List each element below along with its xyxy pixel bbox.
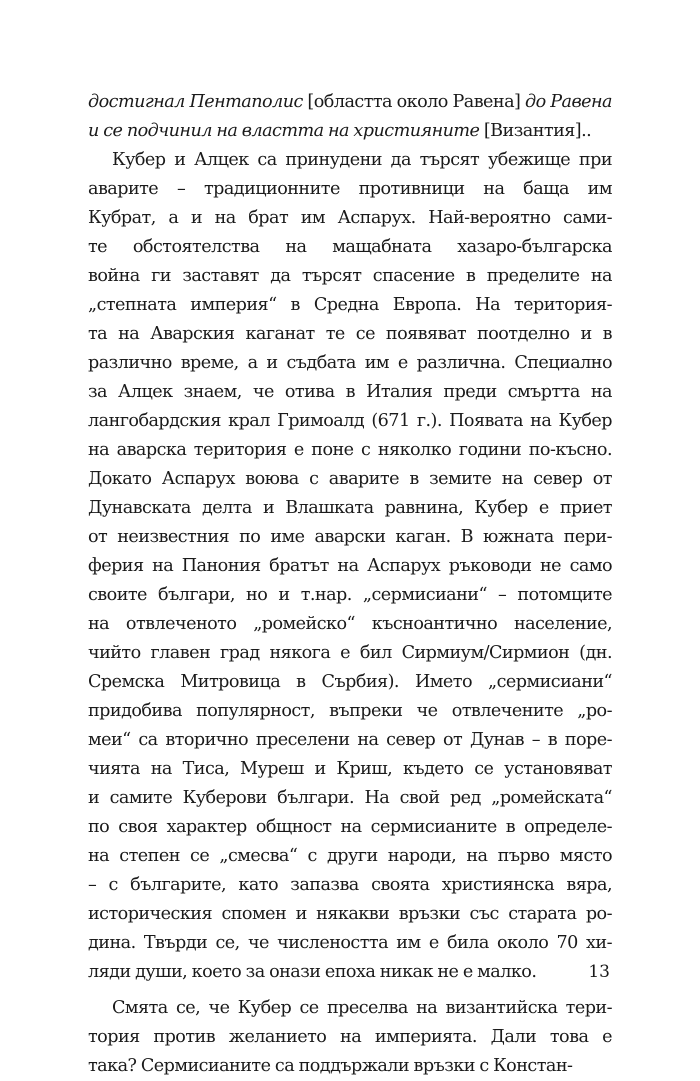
- text-span: на степен се „смесва“ с други народи, на първо място: [88, 846, 612, 866]
- text-line: [88, 146, 612, 175]
- text-span: тория против желанието на империята. Дали това е: [88, 1027, 612, 1047]
- page-number: 13: [588, 962, 610, 982]
- text-span: различно време, а и съдбата им е различна. Специално: [88, 353, 612, 373]
- page-body-text: [88, 88, 612, 1081]
- text-line: [88, 349, 612, 378]
- text-span: по своя характер общност на сермисианите в определе-: [88, 817, 612, 837]
- text-line: [88, 320, 612, 349]
- text-line: [88, 378, 612, 407]
- text-span: Кубер и Алцек са принудени да търсят убежище при: [112, 150, 612, 170]
- italic-text-span: и се подчинил на властта на християните: [88, 121, 480, 141]
- text-span: придобива популярност, въпреки че отвлечените „ро-: [88, 701, 612, 721]
- text-span: „степната империя“ в Средна Европа. На територия-: [88, 295, 612, 315]
- text-line: [88, 552, 612, 581]
- text-line: [88, 523, 612, 552]
- text-line: [88, 900, 612, 929]
- text-span: те обстоятелства на мащабната хазаро-българска: [88, 237, 612, 257]
- text-span: [Византия]..: [479, 121, 592, 141]
- text-span: Кубрат, а и на брат им Аспарух. Най-вероятно сами-: [88, 208, 612, 228]
- text-span: на отвлеченото „ромейско“ късноантично население,: [88, 614, 612, 634]
- text-line: [88, 1052, 612, 1081]
- text-span: така? Сермисианите са поддържали връзки с Констан-: [88, 1056, 573, 1076]
- text-line: [88, 88, 612, 117]
- text-line: [88, 755, 612, 784]
- text-span: лангобардския крал Гримоалд (671 г.). Появата на Кубер: [88, 411, 612, 431]
- text-line: [88, 784, 612, 813]
- italic-text-span: до Равена: [524, 92, 612, 112]
- text-span: война ги заставят да търсят спасение в пределите на: [88, 266, 612, 286]
- text-line: [88, 407, 612, 436]
- text-span: чията на Тиса, Муреш и Криш, където се установяват: [88, 759, 612, 779]
- italic-text-span: достигнал Пентаполис: [88, 92, 303, 112]
- text-line: [88, 668, 612, 697]
- text-span: та на Аварския каганат те се появяват поотделно и в: [88, 324, 612, 344]
- text-line: [88, 842, 612, 871]
- text-span: ляди души, което за онази епоха никак не е малко.: [88, 962, 537, 982]
- text-span: историческия спомен и някакви връзки със старата ро-: [88, 904, 612, 924]
- text-line: [88, 233, 612, 262]
- text-span: дина. Твърди се, че числеността им е била около 70 хи-: [88, 933, 612, 953]
- text-line: [88, 1023, 612, 1052]
- text-line: [88, 262, 612, 291]
- text-line: [88, 175, 612, 204]
- text-span: своите българи, но и т.нар. „сермисиани“ – потомците: [88, 585, 612, 605]
- text-line: [88, 436, 612, 465]
- text-line: [88, 465, 612, 494]
- text-span: ферия на Панония братът на Аспарух ръководи не само: [88, 556, 612, 576]
- text-line: [88, 994, 612, 1023]
- text-line: [88, 958, 612, 987]
- text-line: [88, 929, 612, 958]
- text-span: аварите – традиционните противници на баща им: [88, 179, 612, 199]
- text-span: меи“ са вторично преселени на север от Дунав – в поре-: [88, 730, 612, 750]
- text-line: [88, 494, 612, 523]
- text-span: за Алцек знаем, че отива в Италия преди смъртта на: [88, 382, 612, 402]
- text-line: [88, 117, 612, 146]
- text-span: от неизвестния по име аварски каган. В южната пери-: [88, 527, 612, 547]
- text-span: Дунавската делта и Влашката равнина, Кубер е приет: [88, 498, 612, 518]
- text-span: [областта около Равена]: [302, 92, 525, 112]
- text-line: [88, 581, 612, 610]
- text-span: – с българите, като запазва своята християнска вяра,: [88, 875, 612, 895]
- text-span: чийто главен град някога е бил Сирмиум/Сирмион (дн.: [88, 643, 612, 663]
- text-line: [88, 610, 612, 639]
- text-span: Смята се, че Кубер се преселва на византийска тери-: [112, 998, 612, 1018]
- text-line: [88, 871, 612, 900]
- text-span: Докато Аспарух воюва с аварите в земите на север от: [88, 469, 612, 489]
- text-line: [88, 639, 612, 668]
- text-span: и самите Куберови българи. На свой ред „ромейската“: [88, 788, 612, 808]
- text-line: [88, 697, 612, 726]
- text-line: [88, 726, 612, 755]
- text-line: [88, 204, 612, 233]
- text-line: [88, 291, 612, 320]
- text-span: Сремска Митровица в Сърбия). Името „сермисиани“: [88, 672, 612, 692]
- text-span: на аварска територия е поне с няколко години по-късно.: [88, 440, 612, 460]
- text-line: [88, 813, 612, 842]
